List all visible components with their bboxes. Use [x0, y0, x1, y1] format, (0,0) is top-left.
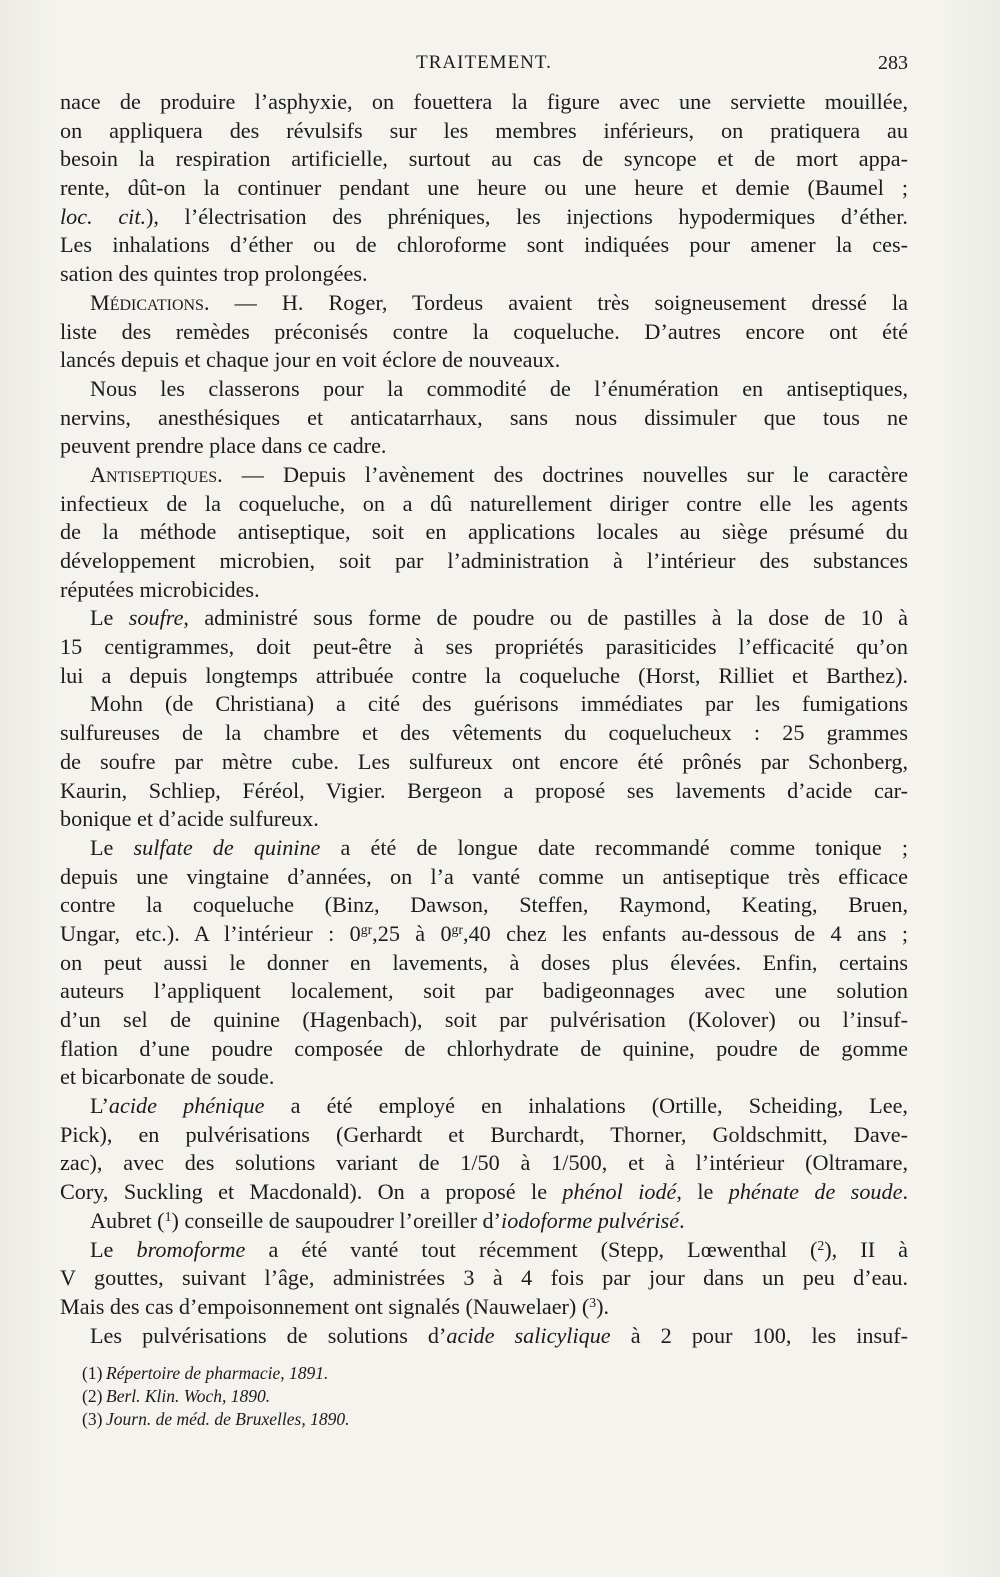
text-line: d’un sel de quinine (Hagenbach), soit par pulvérisation (Kolover) ou l’insuf- — [60, 1007, 908, 1032]
text-line: zac), avec des solutions variant de 1/50 à 1/500, et à l’intérieur (Oltramare, — [60, 1150, 908, 1176]
text-line: L’acide phénique a été employé en inhalations (Ortille, Scheiding, Lee, — [90, 1093, 908, 1119]
footnote-mark: (2) — [82, 1386, 103, 1406]
text-line: Le sulfate de quinine a été de longue date recommandé comme tonique ; — [90, 834, 908, 860]
text-line: de soufre par mètre cube. Les sulfureux ont encore été prônés par Schonberg, — [60, 748, 908, 774]
footnote — [82, 1385, 782, 1408]
footnote — [82, 1408, 782, 1431]
text-line: et bicarbonate de soude. — [60, 1064, 275, 1090]
text-line: flation d’une poudre composée de chlorhydrate de quinine, poudre de gomme — [60, 1035, 908, 1061]
text-line: Pick), en pulvérisations (Gerhardt et Burchardt, Thorner, Goldschmitt, Dave- — [60, 1121, 908, 1147]
text-line: 15 centigrammes, doit peut-être à ses propriétés parasiticides l’efficacité qu’on — [60, 634, 908, 660]
footnote-mark: (3) — [82, 1409, 103, 1429]
text-line: contre la coqueluche (Binz, Dawson, Steffen, Raymond, Keating, Bruen, — [60, 892, 908, 918]
text-line: infectieux de la coqueluche, on a dû naturellement diriger contre elle les agents — [60, 490, 908, 516]
text-line: rente, dût-on la continuer pendant une heure ou une heure et demie (Baumel ; — [60, 175, 908, 201]
text-line: Ungar, etc.). A l’intérieur : $0^{gr},25$ à $0^{gr},40$ chez les enfants au-dessous de 4 ans ; — [60, 920, 908, 946]
text-line: sation des quintes trop prolongées. — [60, 261, 368, 287]
text-line: Kaurin, Schliep, Féréol, Vigier. Bergeon a proposé ses lavements d’acide car- — [60, 777, 908, 803]
footnote-mark: (1) — [82, 1363, 103, 1383]
footnote-text: Répertoire de pharmacie, 1891. — [106, 1363, 329, 1383]
text-line: réputées microbicides. — [60, 576, 260, 602]
text-line: on appliquera des révulsifs sur les membres inférieurs, on pratiquera au — [60, 117, 908, 143]
text-line: bonique et d’acide sulfureux. — [60, 806, 319, 832]
text-line: on peut aussi le donner en lavements, à doses plus élevées. Enfin, certains — [60, 949, 908, 975]
page-number: 283 — [878, 52, 908, 74]
text-line: lui a depuis longtemps attribuée contre la coqueluche (Horst, Rilliet et Barthez). — [60, 662, 908, 688]
text-line: Le soufre, administré sous forme de poudre ou de pastilles à la dose de 10 à — [90, 605, 908, 631]
page-header — [60, 52, 908, 80]
body-text — [60, 88, 908, 1350]
text-line: nervins, anesthésiques et anticatarrhaux, sans nous dissimuler que tous ne — [60, 404, 908, 430]
text-line: Les pulvérisations de solutions d’acide salicylique à 2 pour 100, les insuf- — [90, 1322, 908, 1348]
text-line: Antiseptiques. — Depuis l’avènement des doctrines nouvelles sur le caractère — [90, 461, 908, 487]
text-line: Aubret ($^1$) conseille de saupoudrer l’oreiller d’iodoforme pulvérisé. — [90, 1207, 685, 1233]
text-line: Cory, Suckling et Macdonald). On a proposé le phénol iodé, le phénate de soude. — [60, 1179, 908, 1205]
text-line: Nous les classerons pour la commodité de l’énumération en antiseptiques, — [90, 375, 908, 401]
text-line: Mais des cas d’empoisonnement ont signalés (Nauwelaer) ($^3$). — [60, 1293, 610, 1319]
footnote-text: Journ. de méd. de Bruxelles, 1890. — [106, 1409, 350, 1429]
text-line: V gouttes, suivant l’âge, administrées 3 à 4 fois par jour dans un peu d’eau. — [60, 1265, 908, 1291]
footnote-text: Berl. Klin. Woch, 1890. — [106, 1386, 271, 1406]
text-line: loc. cit.), l’électrisation des phréniques, les injections hypodermiques d’éther. — [60, 203, 908, 229]
text-line: Les inhalations d’éther ou de chloroforme sont indiquées pour amener la ces- — [60, 232, 908, 258]
footnote — [82, 1362, 782, 1385]
text-line: développement microbien, soit par l’administration à l’intérieur des substances — [60, 548, 908, 573]
text-line: Le bromoforme a été vanté tout récemment (Stepp, Lœwenthal ($^2$), II à — [90, 1236, 908, 1262]
text-line: lancés depuis et chaque jour en voit éclore de nouveaux. — [60, 347, 561, 373]
text-line: Médications. — H. Roger, Tordeus avaient très soigneusement dressé la — [90, 289, 908, 315]
running-title: TRAITEMENT. — [416, 52, 552, 73]
text-line: liste des remèdes préconisés contre la coqueluche. D’autres encore ont été — [60, 318, 908, 344]
text-line: depuis une vingtaine d’années, on l’a vanté comme un antiseptique très efficace — [60, 863, 908, 889]
text-line: besoin la respiration artificielle, surtout au cas de syncope et de mort appa- — [60, 146, 908, 172]
text-line: Mohn (de Christiana) a cité des guérisons immédiates par les fumigations — [90, 691, 908, 717]
text-line: sulfureuses de la chambre et des vêtements du coquelucheux : 25 grammes — [60, 720, 908, 746]
text-line: nace de produire l’asphyxie, on fouettera la figure avec une serviette mouillée, — [60, 89, 908, 114]
text-line: de la méthode antiseptique, soit en applications locales au siège présumé du — [60, 519, 908, 545]
text-line: auteurs l’appliquent localement, soit par badigeonnages avec une solution — [60, 978, 908, 1004]
footnotes — [82, 1362, 782, 1431]
text-line: peuvent prendre place dans ce cadre. — [60, 433, 387, 459]
